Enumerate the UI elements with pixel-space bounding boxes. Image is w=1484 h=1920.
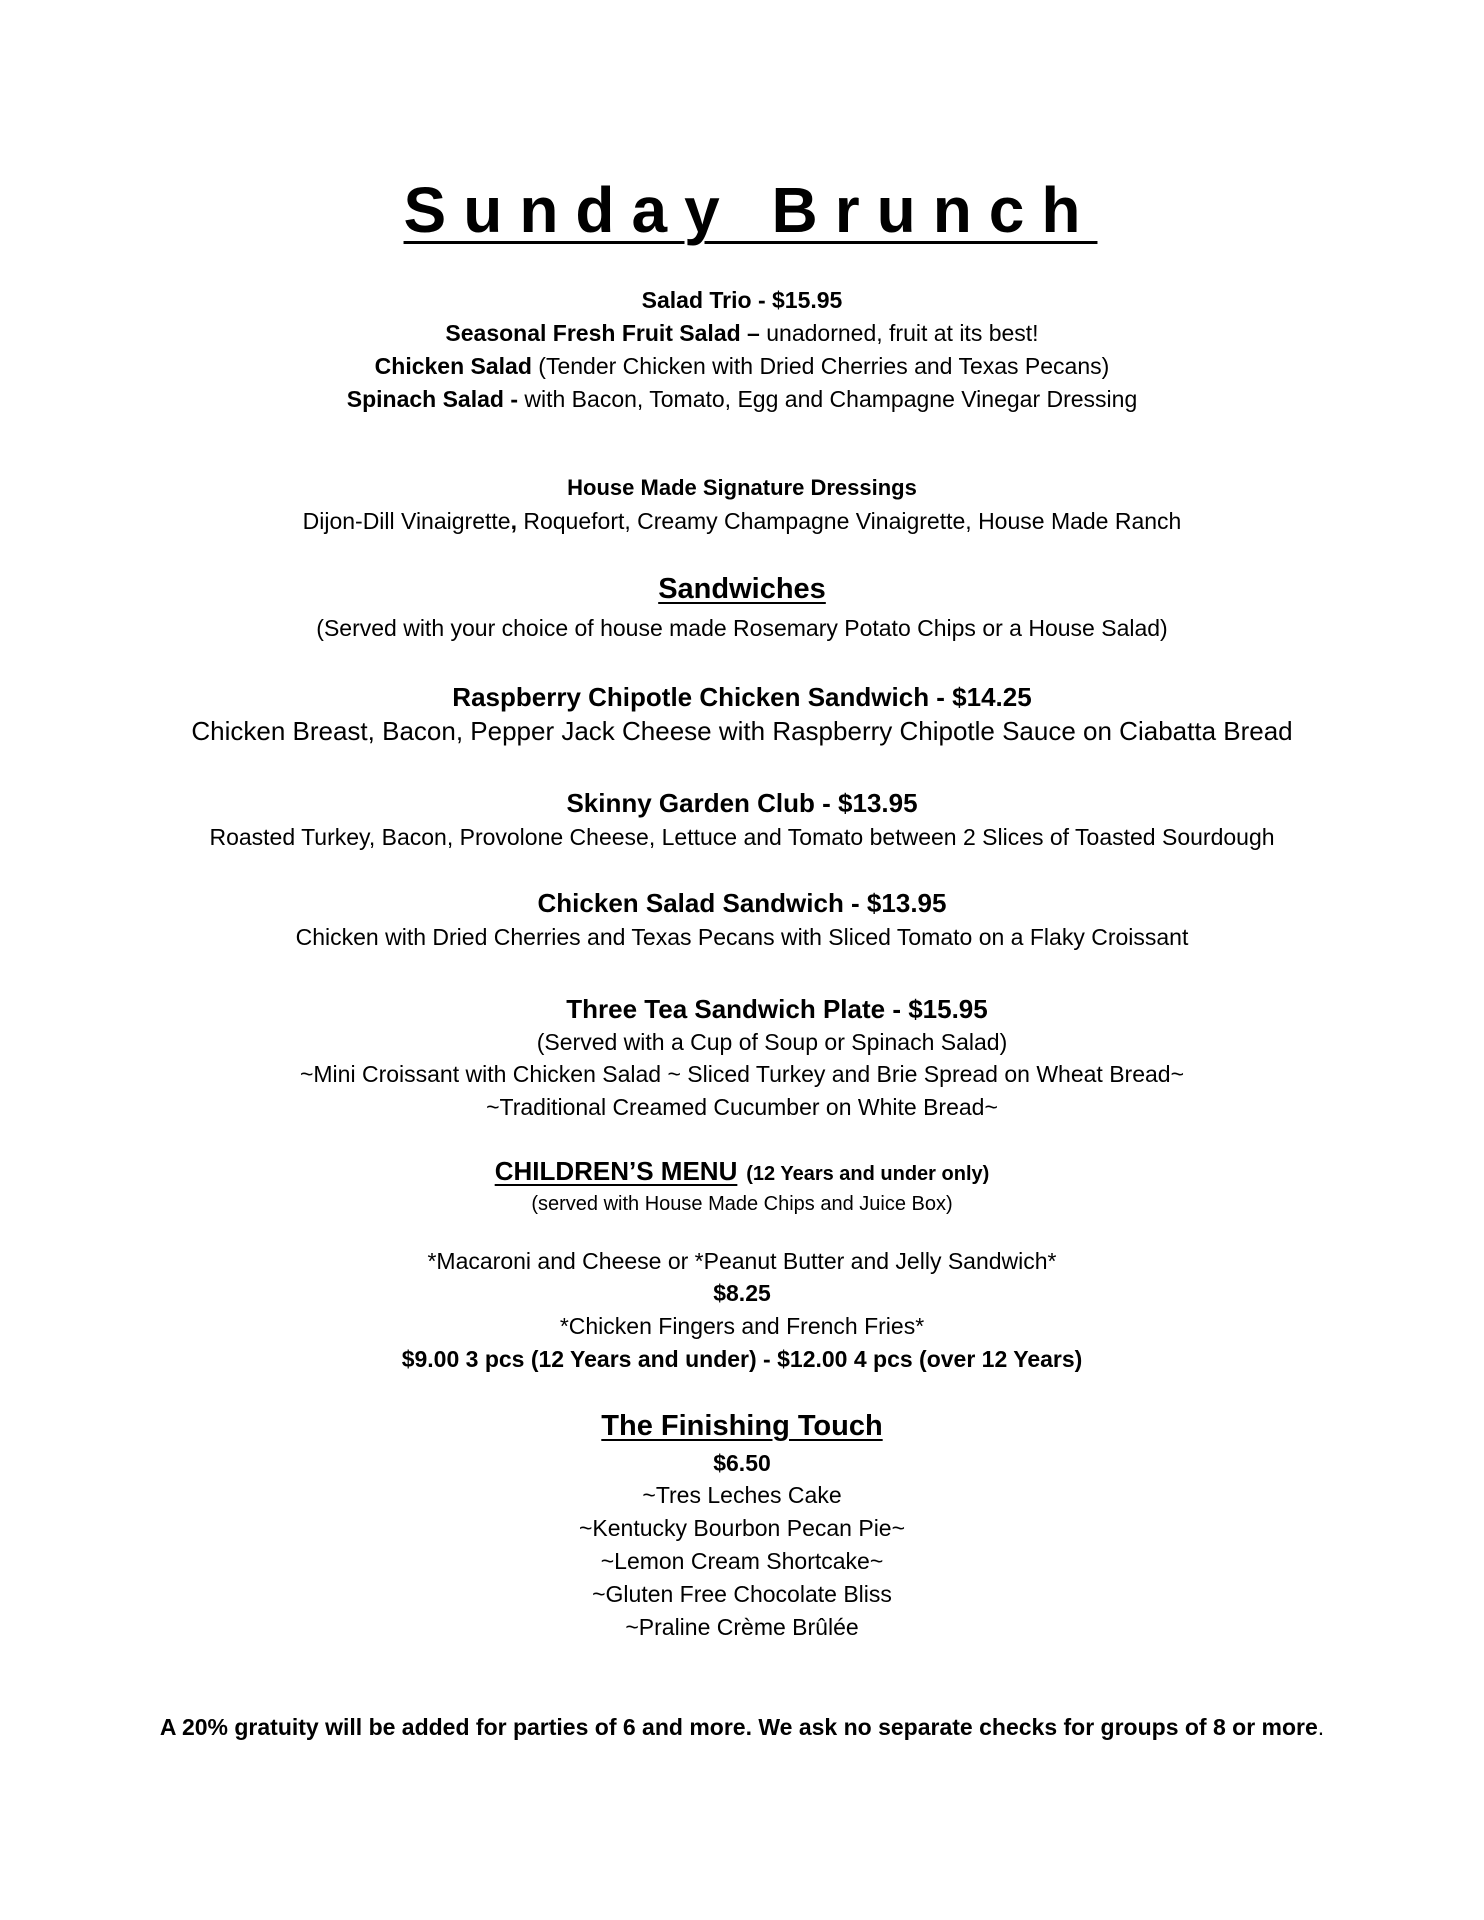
tea-plate-line-1: ~Mini Croissant with Chicken Salad ~ Sliced Turkey and Brie Spread on Wheat Bread~ bbox=[299, 1061, 1185, 1087]
dressings-list-a: Dijon-Dill Vinaigrette bbox=[302, 508, 511, 534]
fruit-salad-name: Seasonal Fresh Fruit Salad – bbox=[445, 320, 760, 346]
sandwich-desc: Chicken Breast, Bacon, Pepper Jack Cheese with Raspberry Chipotle Sauce on Ciabatta Bread bbox=[191, 716, 1293, 746]
childrens-price-2: $9.00 3 pcs (12 Years and under) - $12.00 4 pcs (over 12 Years) bbox=[401, 1346, 1083, 1372]
dessert-item: ~Gluten Free Chocolate Bliss bbox=[592, 1581, 892, 1607]
dressings-heading: House Made Signature Dressings bbox=[567, 475, 917, 500]
dessert-item: ~Kentucky Bourbon Pecan Pie~ bbox=[578, 1515, 906, 1541]
sandwiches-heading: Sandwiches bbox=[658, 573, 826, 605]
spinach-salad-name: Spinach Salad - bbox=[346, 386, 518, 412]
childrens-served-note: (served with House Made Chips and Juice Box) bbox=[531, 1193, 953, 1215]
desserts-price: $6.50 bbox=[713, 1450, 771, 1476]
childrens-menu-heading-line bbox=[0, 1158, 1484, 1184]
gratuity-notice: A 20% gratuity will be added for parties of 6 and more. We ask no separate checks for groups of 8 or more bbox=[159, 1714, 1318, 1740]
dessert-item: ~Lemon Cream Shortcake~ bbox=[600, 1548, 884, 1574]
childrens-item-1: *Macaroni and Cheese or *Peanut Butter and Jelly Sandwich* bbox=[427, 1248, 1057, 1274]
desserts-heading: The Finishing Touch bbox=[601, 1410, 883, 1442]
dressings-list-b: Roquefort, Creamy Champagne Vinaigrette, House Made Ranch bbox=[516, 508, 1182, 534]
spinach-salad-line bbox=[0, 388, 1484, 411]
fruit-salad-desc: unadorned, fruit at its best! bbox=[759, 320, 1039, 346]
gratuity-period: . bbox=[1317, 1714, 1325, 1740]
childrens-price-1: $8.25 bbox=[713, 1280, 771, 1306]
tea-plate-name: Three Tea Sandwich Plate - $15.95 bbox=[566, 994, 988, 1024]
menu-title: Sunday Brunch bbox=[403, 174, 1098, 246]
dressings-list bbox=[0, 510, 1484, 533]
sandwich-desc: Chicken with Dried Cherries and Texas Pecans with Sliced Tomato on a Flaky Croissant bbox=[295, 924, 1189, 950]
chicken-salad-desc: (Tender Chicken with Dried Cherries and Texas Pecans) bbox=[531, 353, 1110, 379]
dessert-item: ~Praline Crème Brûlée bbox=[625, 1614, 859, 1640]
childrens-age-note: (12 Years and under only) bbox=[746, 1163, 990, 1185]
sandwich-name: Chicken Salad Sandwich - $13.95 bbox=[537, 888, 947, 918]
tea-plate-line-2: ~Traditional Creamed Cucumber on White Bread~ bbox=[486, 1094, 998, 1120]
childrens-item-2: *Chicken Fingers and French Fries* bbox=[559, 1313, 925, 1339]
dessert-item: ~Tres Leches Cake bbox=[642, 1482, 842, 1508]
chicken-salad-name: Chicken Salad bbox=[374, 353, 532, 379]
salad-trio-heading: Salad Trio - $15.95 bbox=[641, 287, 843, 313]
tea-plate-note: (Served with a Cup of Soup or Spinach Salad) bbox=[536, 1029, 1008, 1055]
childrens-menu-heading: CHILDREN’S MENU bbox=[494, 1156, 738, 1186]
sandwiches-note: (Served with your choice of house made Rosemary Potato Chips or a House Salad) bbox=[316, 615, 1168, 641]
gratuity-notice-line bbox=[0, 1716, 1484, 1739]
fruit-salad-line bbox=[0, 322, 1484, 345]
spinach-salad-desc: with Bacon, Tomato, Egg and Champagne Vinegar Dressing bbox=[518, 386, 1138, 412]
dressings-comma: , bbox=[510, 508, 517, 534]
sandwich-name: Skinny Garden Club - $13.95 bbox=[566, 788, 918, 818]
sandwich-name: Raspberry Chipotle Chicken Sandwich - $14.25 bbox=[452, 682, 1032, 712]
chicken-salad-line bbox=[0, 355, 1484, 378]
sandwich-desc: Roasted Turkey, Bacon, Provolone Cheese, Lettuce and Tomato between 2 Slices of Toasted Sourdough bbox=[209, 824, 1275, 850]
